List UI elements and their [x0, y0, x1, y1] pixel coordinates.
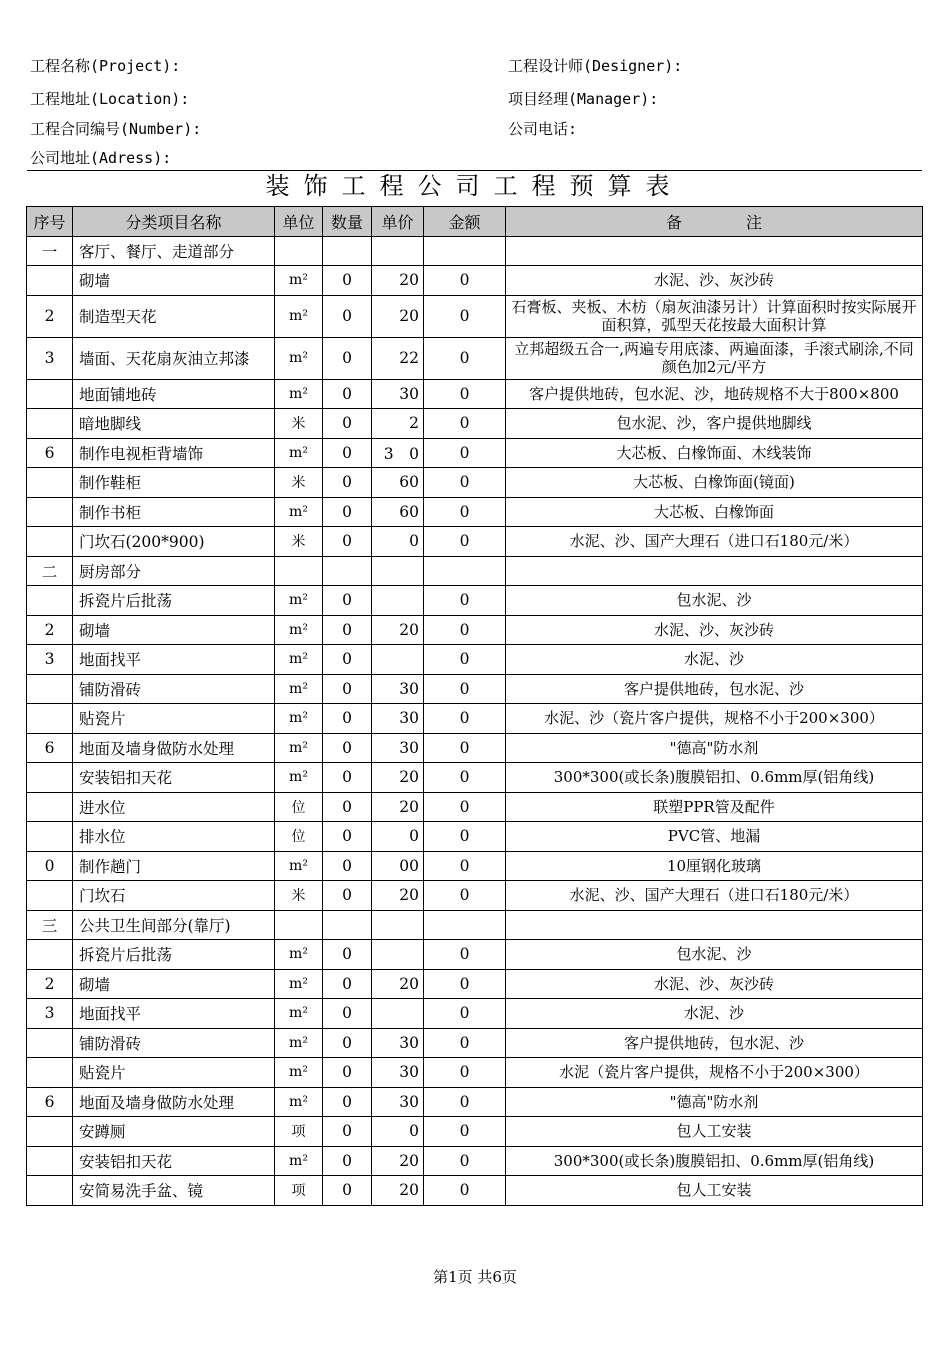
item-name: 门坎石(200*900)	[73, 527, 275, 557]
row-number	[27, 1058, 73, 1088]
price-cell: 0	[372, 822, 424, 852]
note-cell: "德高"防水剂	[506, 1087, 923, 1117]
table-row	[27, 763, 923, 793]
unit-cell: m²	[275, 379, 323, 409]
row-number	[27, 409, 73, 439]
qty-cell: 0	[323, 969, 372, 999]
amount-cell: 0	[424, 645, 506, 675]
table-row	[27, 733, 923, 763]
unit-cell: m²	[275, 337, 323, 379]
price-cell: 30	[372, 704, 424, 734]
table-row	[27, 527, 923, 557]
table-row	[27, 851, 923, 881]
qty-cell: 0	[323, 733, 372, 763]
amount-cell: 0	[424, 1028, 506, 1058]
price-cell: 30	[372, 1028, 424, 1058]
col-header-amount: 金额	[424, 207, 506, 237]
row-number: 6	[27, 438, 73, 468]
qty-cell: 0	[323, 295, 372, 337]
item-name: 排水位	[73, 822, 275, 852]
table-row	[27, 1087, 923, 1117]
item-name: 安装铝扣天花	[73, 1146, 275, 1176]
unit-cell: 米	[275, 468, 323, 498]
row-number: 3	[27, 645, 73, 675]
qty-cell: 0	[323, 527, 372, 557]
amount-cell: 0	[424, 337, 506, 379]
amount-cell	[424, 556, 506, 586]
item-name: 铺防滑砖	[73, 674, 275, 704]
price-cell: 20	[372, 615, 424, 645]
item-name: 制作鞋柜	[73, 468, 275, 498]
price-cell	[372, 556, 424, 586]
amount-cell: 0	[424, 527, 506, 557]
table-row	[27, 586, 923, 616]
price-cell: 30	[372, 733, 424, 763]
company-address-label: 公司地址(Adress):	[30, 149, 172, 167]
qty-cell: 0	[323, 1117, 372, 1147]
table-row	[27, 438, 923, 468]
note-cell: 水泥、沙	[506, 645, 923, 675]
price-cell: 60	[372, 468, 424, 498]
item-name: 贴瓷片	[73, 704, 275, 734]
table-row	[27, 295, 923, 337]
item-name: 制作书柜	[73, 497, 275, 527]
row-number: 0	[27, 851, 73, 881]
row-number	[27, 674, 73, 704]
note-cell: 立邦超级五合一,两遍专用底漆、两遍面漆，手滚式刷涂,不同颜色加2元/平方	[506, 337, 923, 379]
price-cell: 00	[372, 851, 424, 881]
price-cell: 0	[372, 527, 424, 557]
item-name: 门坎石	[73, 881, 275, 911]
item-name: 砌墙	[73, 615, 275, 645]
note-cell: 10厘钢化玻璃	[506, 851, 923, 881]
unit-cell	[275, 910, 323, 940]
qty-cell: 0	[323, 674, 372, 704]
project-label: 工程名称(Project):	[30, 57, 181, 75]
row-number: 6	[27, 1087, 73, 1117]
amount-cell: 0	[424, 1176, 506, 1206]
item-name: 客厅、餐厅、走道部分	[73, 236, 275, 266]
item-name: 砌墙	[73, 266, 275, 296]
amount-cell: 0	[424, 822, 506, 852]
price-cell: 20	[372, 266, 424, 296]
qty-cell: 0	[323, 409, 372, 439]
price-cell	[372, 910, 424, 940]
qty-cell: 0	[323, 792, 372, 822]
qty-cell	[323, 556, 372, 586]
qty-cell: 0	[323, 881, 372, 911]
table-row	[27, 468, 923, 498]
unit-cell: m²	[275, 586, 323, 616]
amount-cell: 0	[424, 1117, 506, 1147]
note-cell: 包水泥、沙，客户提供地脚线	[506, 409, 923, 439]
amount-cell: 0	[424, 999, 506, 1029]
contract-number-label: 工程合同编号(Number):	[30, 120, 202, 138]
item-name: 进水位	[73, 792, 275, 822]
unit-cell: m²	[275, 999, 323, 1029]
qty-cell: 0	[323, 940, 372, 970]
price-cell: 30	[372, 674, 424, 704]
table-row	[27, 792, 923, 822]
unit-cell: m²	[275, 1028, 323, 1058]
qty-cell: 0	[323, 615, 372, 645]
row-number	[27, 940, 73, 970]
qty-cell: 0	[323, 337, 372, 379]
qty-cell: 0	[323, 645, 372, 675]
table-row	[27, 999, 923, 1029]
price-cell	[372, 236, 424, 266]
amount-cell: 0	[424, 438, 506, 468]
row-number	[27, 497, 73, 527]
unit-cell: m²	[275, 704, 323, 734]
note-cell: 水泥、沙、灰沙砖	[506, 969, 923, 999]
price-cell: 0	[372, 1117, 424, 1147]
note-cell: 联塑PPR管及配件	[506, 792, 923, 822]
qty-cell: 0	[323, 704, 372, 734]
item-name: 安蹲厕	[73, 1117, 275, 1147]
row-number	[27, 379, 73, 409]
note-cell: PVC管、地漏	[506, 822, 923, 852]
item-name: 砌墙	[73, 969, 275, 999]
note-cell: 水泥、沙	[506, 999, 923, 1029]
item-name: 地面及墙身做防水处理	[73, 733, 275, 763]
unit-cell: m²	[275, 1146, 323, 1176]
price-cell	[372, 999, 424, 1029]
amount-cell: 0	[424, 497, 506, 527]
table-row	[27, 881, 923, 911]
item-name: 铺防滑砖	[73, 1028, 275, 1058]
table-row	[27, 1146, 923, 1176]
amount-cell: 0	[424, 674, 506, 704]
amount-cell: 0	[424, 468, 506, 498]
note-cell: 大芯板、白橡饰面	[506, 497, 923, 527]
page-footer: 第1页 共6页	[433, 1268, 517, 1286]
qty-cell: 0	[323, 1087, 372, 1117]
note-cell: 300*300(或长条)腹膜铝扣、0.6mm厚(铝角线)	[506, 763, 923, 793]
note-cell: 客户提供地砖，包水泥、沙	[506, 674, 923, 704]
row-number: 3	[27, 999, 73, 1029]
item-name: 制造型天花	[73, 295, 275, 337]
unit-cell: m²	[275, 674, 323, 704]
col-header-name: 分类项目名称	[73, 207, 275, 237]
item-name: 拆瓷片后批荡	[73, 940, 275, 970]
note-cell: 水泥、沙、国产大理石（进口石180元/米）	[506, 527, 923, 557]
unit-cell: m²	[275, 733, 323, 763]
note-cell: 大芯板、白橡饰面、木线装饰	[506, 438, 923, 468]
row-number	[27, 586, 73, 616]
row-number	[27, 1146, 73, 1176]
note-cell: 大芯板、白橡饰面(镜面)	[506, 468, 923, 498]
amount-cell: 0	[424, 266, 506, 296]
amount-cell: 0	[424, 1087, 506, 1117]
row-number	[27, 792, 73, 822]
price-cell	[372, 586, 424, 616]
item-name: 制作趟门	[73, 851, 275, 881]
unit-cell: m²	[275, 497, 323, 527]
amount-cell	[424, 236, 506, 266]
amount-cell: 0	[424, 763, 506, 793]
row-number	[27, 266, 73, 296]
table-row	[27, 379, 923, 409]
price-cell: 20	[372, 1146, 424, 1176]
qty-cell: 0	[323, 497, 372, 527]
col-header-no: 序号	[27, 207, 73, 237]
note-cell: 包人工安装	[506, 1176, 923, 1206]
price-cell: 30	[372, 1058, 424, 1088]
qty-cell: 0	[323, 379, 372, 409]
row-number	[27, 527, 73, 557]
note-cell: 石膏板、夹板、木枋（扇灰油漆另计）计算面积时按实际展开面积算，弧型天花按最大面积计算	[506, 295, 923, 337]
unit-cell: 米	[275, 881, 323, 911]
amount-cell: 0	[424, 1146, 506, 1176]
table-row	[27, 704, 923, 734]
qty-cell	[323, 910, 372, 940]
note-cell	[506, 556, 923, 586]
price-cell: 30	[372, 1087, 424, 1117]
manager-label: 项目经理(Manager):	[508, 90, 659, 108]
unit-cell: 米	[275, 527, 323, 557]
unit-cell: m²	[275, 266, 323, 296]
price-cell: 20	[372, 763, 424, 793]
amount-cell: 0	[424, 969, 506, 999]
unit-cell: m²	[275, 615, 323, 645]
table-row	[27, 674, 923, 704]
qty-cell: 0	[323, 763, 372, 793]
unit-cell: m²	[275, 1087, 323, 1117]
col-header-qty: 数量	[323, 207, 372, 237]
table-row	[27, 409, 923, 439]
row-number: 2	[27, 615, 73, 645]
note-cell	[506, 910, 923, 940]
unit-cell: m²	[275, 969, 323, 999]
amount-cell: 0	[424, 851, 506, 881]
table-row	[27, 910, 923, 940]
table-row	[27, 1176, 923, 1206]
unit-cell: m²	[275, 438, 323, 468]
qty-cell: 0	[323, 586, 372, 616]
unit-cell	[275, 236, 323, 266]
unit-cell: m²	[275, 1058, 323, 1088]
amount-cell: 0	[424, 295, 506, 337]
qty-cell: 0	[323, 438, 372, 468]
row-number	[27, 1117, 73, 1147]
price-cell: 60	[372, 497, 424, 527]
row-number	[27, 822, 73, 852]
amount-cell: 0	[424, 615, 506, 645]
item-name: 地面铺地砖	[73, 379, 275, 409]
unit-cell: m²	[275, 851, 323, 881]
price-cell	[372, 940, 424, 970]
note-cell: "德高"防水剂	[506, 733, 923, 763]
note-cell: 包水泥、沙	[506, 940, 923, 970]
table-row	[27, 337, 923, 379]
note-cell: 水泥、沙、灰沙砖	[506, 615, 923, 645]
item-name: 制作电视柜背墙饰	[73, 438, 275, 468]
col-header-price: 单价	[372, 207, 424, 237]
note-cell: 300*300(或长条)腹膜铝扣、0.6mm厚(铝角线)	[506, 1146, 923, 1176]
qty-cell: 0	[323, 1028, 372, 1058]
amount-cell: 0	[424, 409, 506, 439]
unit-cell: m²	[275, 295, 323, 337]
unit-cell	[275, 556, 323, 586]
amount-cell: 0	[424, 940, 506, 970]
item-name: 地面找平	[73, 999, 275, 1029]
page-title: 装饰工程公司工程预算表	[265, 172, 684, 200]
unit-cell: 项	[275, 1176, 323, 1206]
qty-cell: 0	[323, 1176, 372, 1206]
price-cell: 20	[372, 1176, 424, 1206]
price-cell: 20	[372, 792, 424, 822]
row-number: 二	[27, 556, 73, 586]
amount-cell	[424, 910, 506, 940]
unit-cell: m²	[275, 763, 323, 793]
qty-cell	[323, 236, 372, 266]
note-cell: 包人工安装	[506, 1117, 923, 1147]
unit-cell: m²	[275, 645, 323, 675]
row-number	[27, 704, 73, 734]
price-cell: 30	[372, 379, 424, 409]
amount-cell: 0	[424, 881, 506, 911]
unit-cell: 位	[275, 792, 323, 822]
table-row	[27, 1058, 923, 1088]
table-row	[27, 645, 923, 675]
row-number	[27, 1028, 73, 1058]
budget-table	[26, 206, 923, 1206]
price-cell: 20	[372, 295, 424, 337]
table-row	[27, 497, 923, 527]
row-number: 6	[27, 733, 73, 763]
price-cell	[372, 645, 424, 675]
unit-cell: 项	[275, 1117, 323, 1147]
qty-cell: 0	[323, 822, 372, 852]
price-cell: 22	[372, 337, 424, 379]
table-row	[27, 556, 923, 586]
item-name: 公共卫生间部分(靠厅)	[73, 910, 275, 940]
col-header-note: 备 注	[506, 207, 923, 237]
price-cell: 3 0	[372, 438, 424, 468]
row-number	[27, 881, 73, 911]
amount-cell: 0	[424, 1058, 506, 1088]
note-cell: 客户提供地砖，包水泥、沙，地砖规格不大于800×800	[506, 379, 923, 409]
item-name: 贴瓷片	[73, 1058, 275, 1088]
item-name: 地面及墙身做防水处理	[73, 1087, 275, 1117]
amount-cell: 0	[424, 704, 506, 734]
table-row	[27, 615, 923, 645]
item-name: 暗地脚线	[73, 409, 275, 439]
table-row	[27, 1028, 923, 1058]
qty-cell: 0	[323, 851, 372, 881]
table-row	[27, 969, 923, 999]
note-cell: 客户提供地砖，包水泥、沙	[506, 1028, 923, 1058]
row-number: 3	[27, 337, 73, 379]
qty-cell: 0	[323, 266, 372, 296]
table-row	[27, 266, 923, 296]
row-number	[27, 1176, 73, 1206]
row-number: 2	[27, 969, 73, 999]
item-name: 拆瓷片后批荡	[73, 586, 275, 616]
unit-cell: 米	[275, 409, 323, 439]
note-cell: 水泥、沙、灰沙砖	[506, 266, 923, 296]
unit-cell: 位	[275, 822, 323, 852]
row-number: 2	[27, 295, 73, 337]
note-cell	[506, 236, 923, 266]
row-number: 三	[27, 910, 73, 940]
row-number	[27, 763, 73, 793]
row-number: 一	[27, 236, 73, 266]
item-name: 墙面、天花扇灰油立邦漆	[73, 337, 275, 379]
company-phone-label: 公司电话:	[508, 120, 578, 138]
note-cell: 包水泥、沙	[506, 586, 923, 616]
table-header-row	[27, 207, 923, 237]
location-label: 工程地址(Location):	[30, 90, 190, 108]
note-cell: 水泥、沙、国产大理石（进口石180元/米）	[506, 881, 923, 911]
note-cell: 水泥（瓷片客户提供，规格不小于200×300）	[506, 1058, 923, 1088]
unit-cell: m²	[275, 940, 323, 970]
table-row	[27, 822, 923, 852]
amount-cell: 0	[424, 586, 506, 616]
qty-cell: 0	[323, 468, 372, 498]
designer-label: 工程设计师(Designer):	[508, 57, 683, 75]
amount-cell: 0	[424, 792, 506, 822]
qty-cell: 0	[323, 1146, 372, 1176]
price-cell: 2	[372, 409, 424, 439]
note-cell: 水泥、沙（瓷片客户提供，规格不小于200×300）	[506, 704, 923, 734]
col-header-unit: 单位	[275, 207, 323, 237]
qty-cell: 0	[323, 1058, 372, 1088]
item-name: 厨房部分	[73, 556, 275, 586]
item-name: 安装铝扣天花	[73, 763, 275, 793]
table-row	[27, 236, 923, 266]
row-number	[27, 468, 73, 498]
amount-cell: 0	[424, 379, 506, 409]
price-cell: 20	[372, 881, 424, 911]
item-name: 地面找平	[73, 645, 275, 675]
qty-cell: 0	[323, 999, 372, 1029]
amount-cell: 0	[424, 733, 506, 763]
table-row	[27, 940, 923, 970]
price-cell: 20	[372, 969, 424, 999]
table-row	[27, 1117, 923, 1147]
item-name: 安简易洗手盆、镜	[73, 1176, 275, 1206]
